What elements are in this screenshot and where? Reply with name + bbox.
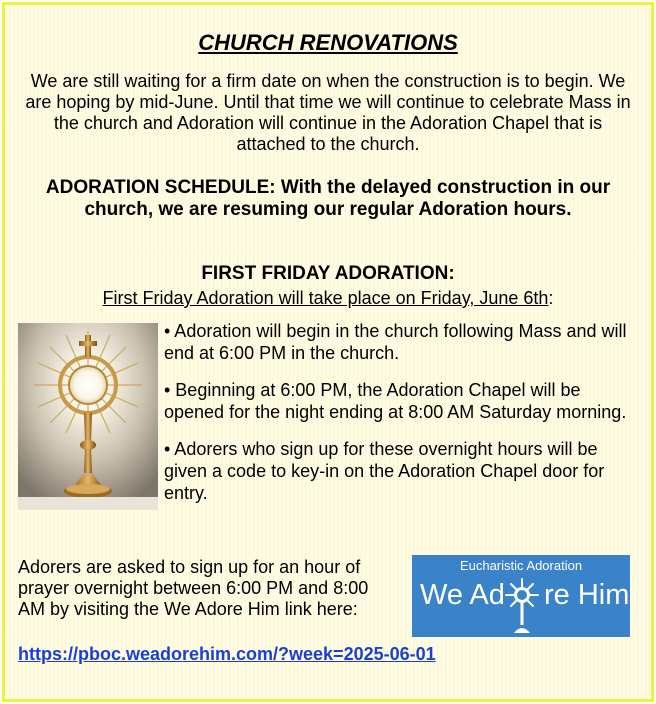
page-title: CHURCH RENOVATIONS: [198, 30, 458, 55]
logo-word-re-him: re Him: [544, 579, 630, 611]
schedule-text: With the delayed construction in our church, we are resuming our regular Adoration hours.: [84, 177, 611, 220]
first-friday-heading: FIRST FRIDAY ADORATION:: [201, 263, 455, 284]
first-friday-date: First Friday Adoration will take place on Friday, June 6th: [102, 288, 549, 308]
renovation-paragraph: We are still waiting for a firm date on when the construction is to begin. We are hoping by mid-June. Until that time we will continue to celebrate Mass in the church and Adoration will continue in the Adoration Chapel that is attached to the church.: [25, 71, 631, 154]
logo-top-text: Eucharistic Adoration: [459, 558, 583, 573]
signup-link[interactable]: https://pboc.weadorehim.com/?week=2025-06-01: [18, 644, 436, 664]
bullet-item-1: • Adoration will begin in the church following Mass and will end at 6:00 PM in the church.: [164, 321, 627, 363]
adoration-bullet-list: [164, 320, 634, 519]
signup-paragraph: Adorers are asked to sign up for an hour of prayer overnight between 6:00 PM and 8:00 AM by visiting the We Adore Him link here:: [18, 557, 369, 619]
monstrance-image: [18, 323, 158, 510]
schedule-label: ADORATION SCHEDULE:: [45, 177, 276, 198]
monstrance-icon: [502, 575, 542, 635]
we-adore-him-logo[interactable]: [412, 555, 630, 637]
first-friday-colon: :: [548, 288, 554, 308]
schedule-paragraph: [40, 177, 616, 221]
logo-word-we-ad: We Ad: [420, 579, 505, 611]
bullet-item-3: • Adorers who sign up for these overnight hours will be given a code to key-in on the Adoration Chapel door for entry.: [164, 439, 605, 503]
bullet-item-2: • Beginning at 6:00 PM, the Adoration Chapel will be opened for the night ending at 8:00 AM Saturday morning.: [164, 380, 627, 422]
first-friday-subheading: [0, 287, 656, 309]
